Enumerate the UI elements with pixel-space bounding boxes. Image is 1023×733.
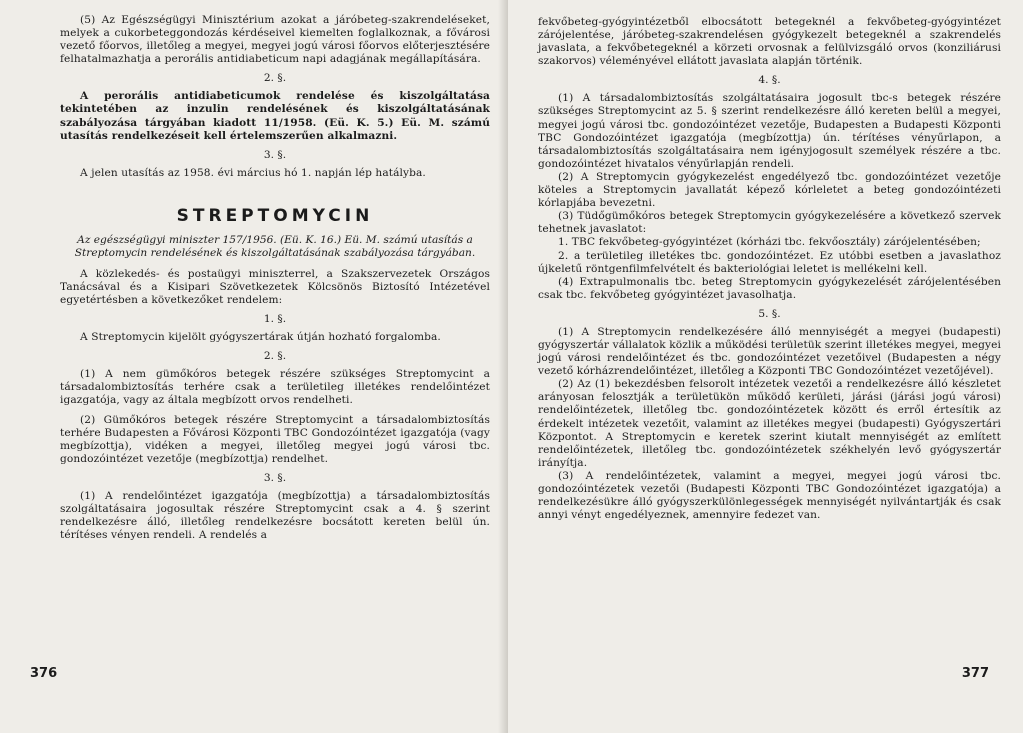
paragraph: A perorális antidiabeticumok rendelése és kiszolgáltatása tekintetében az inzulin rendelésének és kiszolgáltatásának szabályozása tárgyában kiadott 11/1958. (Eü. K. 5.) Eü. M. számú utasítás rendelkezéseit kell értelemszerűen alkalmazni.	[60, 90, 490, 142]
paragraph: (1) A nem gümőkóros betegek részére szükséges Streptomycint a társadalombiztosítás terhére csak a területileg illetékes rendelőintézet igazgatója, vagy az általa megbízott orvos rendelheti.	[60, 368, 490, 407]
paragraph: (4) Extrapulmonalis tbc. beteg Streptomycin gyógykezelését zárójelentésében csak tbc. fekvőbeteg gyógyintézet javasolhatja.	[538, 275, 1001, 301]
section-number: 2. §.	[263, 72, 287, 85]
paragraph: (2) A Streptomycin gyógykezelést engedélyező tbc. gondozóintézet vezetője köteles a Streptomycin javallatát képező kórleletet a beteg gondozóintézeti kórlapjába bevezetni.	[538, 170, 1001, 210]
paragraph: (1) A rendelőintézet igazgatója (megbízottja) a társadalombiztosítás szolgáltatásaira jogosultak részére Streptomycint csak a 4. § szerint rendelkezésre álló, illetőleg rendelkezésre bocsátott kereten belül ún. térítéses vényen rendeli. A rendelés a	[60, 489, 490, 542]
paragraph: A Streptomycin kijelölt gyógyszertárak útján hozható forgalomba.	[80, 331, 441, 344]
paragraph: (2) Az (1) bekezdésben felsorolt intézetek vezetői a rendelkezésre álló készletet arányosan felosztják a területükön működő kerületi, járási (járási jogú városi) rendelőintézetek, illetőleg tbc. gondozóintézetek között és erről értesítik az érdekelt intézetek vezetőit, valamint az illetékes megyei (budapesti) Gyógyszertári Központot. A Streptomycin e keretek szerint kiutalt mennyiségét az említett rendelőintézetek, illetőleg tbc. gondozóintézetek székhelyén levő gyógyszertár irányítja.	[538, 378, 1001, 469]
right-page	[508, 0, 1023, 733]
paragraph: A jelen utasítás az 1958. évi március hó 1. napján lép hatályba.	[80, 166, 426, 179]
document-title: STREPTOMYCIN	[176, 205, 374, 226]
paragraph: A közlekedés- és postaügyi miniszterrel, a Szakszervezetek Országos Tanácsával és a Kisipari Szövetkezetek Kölcsönös Biztosító Intézetével egyetértésben a következőket rendelem:	[60, 267, 490, 307]
paragraph: 1. TBC fekvőbeteg-gyógyintézet (kórházi tbc. fekvőosztály) zárójelentésében;	[558, 236, 981, 249]
paragraph: (3) Tüdőgümőkóros betegek Streptomycin gyógykezelésére a következő szervek tehetnek javaslatot:	[538, 210, 1001, 236]
paragraph: fekvőbeteg-gyógyintézetből elbocsátott betegeknél a fekvőbeteg-gyógyintézet zárójelentése, járóbeteg-szakrendelésen gyógykezelt betegeknél a szakrendelés javaslata, a fekvőbetegeknél a körzeti orvosnak a felülvizsgáló orvos (konziliárusi szakorvos) véleményével ellátott javaslata alapján történik.	[538, 16, 1001, 68]
section-number: 1. §.	[263, 313, 287, 326]
section-number: 3. §.	[263, 148, 287, 161]
document-subtitle: Az egészségügyi miniszter 157/1956. (Eü. K. 16.) Eü. M. számú utasítás a Streptomycin rendelésének és kiszolgáltatásának szabályozása tárgyában.	[74, 233, 476, 259]
paragraph: (1) A Streptomycin rendelkezésére álló mennyiségét a megyei (budapesti) gyógyszertár vállalatok közlik a működési területük szerint illetékes megyei, megyei jogú városi rendelőintézet és tbc. gondozóintézet vezetőivel (Budapesten a négy vezető kórházrendelőintézet, illetőleg a Központi TBC Gondozóintézet vezetőjével).	[538, 325, 1001, 378]
paragraph: (3) A rendelőintézetek, valamint a megyei, megyei jogú városi tbc. gondozóintézetek vezetői (Budapesti Központi TBC Gondozóintézet igazgatója) a rendelkezésükre álló gyógyszerkülönlegességek mennyiségét nyilvántartják és csak annyi vényt engedélyeznek, amennyire fedezet van.	[538, 469, 1001, 522]
section-number: 2. §.	[263, 350, 287, 363]
section-number: 5. §.	[758, 307, 781, 320]
page-number: 376	[30, 666, 58, 681]
section-number: 4. §.	[758, 74, 781, 87]
paragraph: (1) A társadalombiztosítás szolgáltatásaira jogosult tbc-s betegek részére szükséges Streptomycint az 5. § szerint rendelkezésre álló kereten belül a megyei, megyei jogú városi tbc. gondozóintézet vezetője, Budapesten a Budapesti Központi TBC Gondozóintézet igazgatója (megbízottja) ún. térítéses vényűrlapon, a társadalombiztosítás szolgáltatásaira nem igényjogosult személyek részére a tbc. gondozóintézet hivatalos vényűrlapján rendeli.	[538, 92, 1001, 170]
left-page	[0, 0, 508, 733]
page-number: 377	[961, 666, 989, 681]
paragraph: (2) Gümőkóros betegek részére Streptomycint a társadalombiztosítás terhére Budapesten a Fővárosi Központi TBC Gondozóintézet igazgatója (vagy megbízottja), vidéken a megyei, illetőleg megyei jogú városi tbc. gondozóintézet vezetője (megbízottja) rendelhet.	[60, 413, 490, 465]
paragraph: 2. a területileg illetékes tbc. gondozóintézet. Ez utóbbi esetben a javaslathoz újkeletű röntgenfilmfelvételt és bakteriológiai leletet is mellékelni kell.	[538, 249, 1001, 275]
section-number: 3. §.	[263, 471, 287, 484]
paragraph: (5) Az Egészségügyi Minisztérium azokat a járóbeteg-szakrendeléseket, melyek a cukorbeteggondozás kérdéseivel kiemelten foglalkoznak, a fővárosi vezető főorvos, illetőleg a megyei, megyei jogú városi főorvos előterjesztésére felhatalmazhatja a perorális antidiabeticum napi adagjának megállapítására.	[60, 14, 490, 66]
